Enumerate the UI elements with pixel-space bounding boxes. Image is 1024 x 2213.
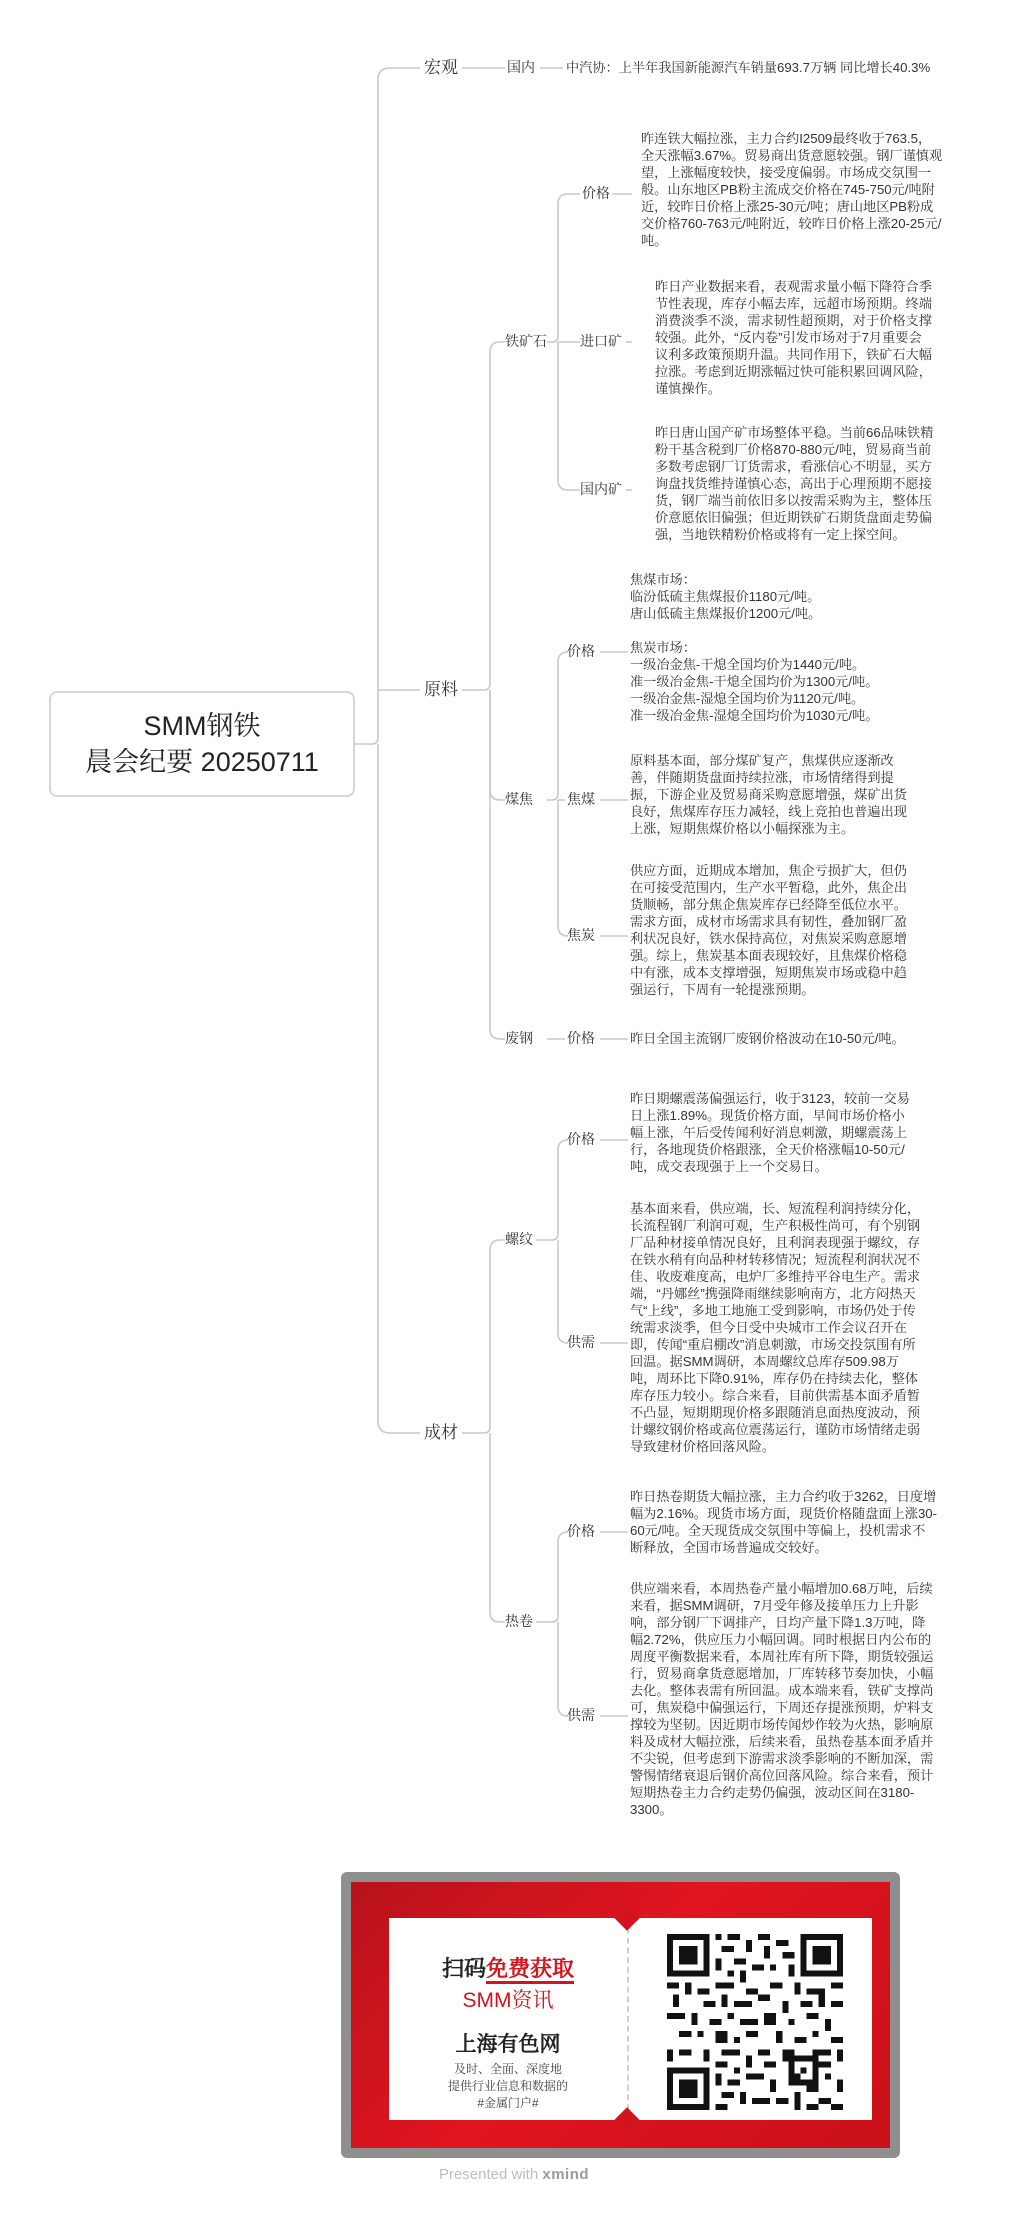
- promo-white-panel: [389, 1918, 872, 2120]
- promo-headline-highlight: 免费获取: [486, 1956, 574, 1984]
- topic-iron-ore-price[interactable]: 价格: [582, 185, 610, 201]
- promo-red-background: [351, 1882, 890, 2148]
- note-imported-ore: 昨日产业数据来看，表观需求量小幅下降符合季 节性表现，库存小幅去库，远超市场预期。终端 消费淡季不淡，需求韧性超预期，对于价格支撑 较强。此外，“反内卷”引发市场对于7月重要会 议利多政策预期升温。共同作用下，铁矿石大幅 拉涨。考虑到近期涨幅过快可能积累回调风险， 谨慎操作。: [655, 279, 932, 396]
- note-hrc-price: 昨日热卷期货大幅拉涨，主力合约收于3262，日度增 幅为2.16%。现货市场方面，现货价格随盘面上涨30- 60元/吨。全天现货成交氛围中等偏上，投机需求不 断释放，全国市场普遍成交较好。: [630, 1489, 938, 1555]
- promo-desc-1: 及时、全面、深度地: [453, 2062, 562, 2076]
- topic-coking-coal[interactable]: 焦煤: [567, 791, 595, 807]
- qr-code-icon[interactable]: [667, 1934, 843, 2110]
- note-coking-coal: 原料基本面，部分煤矿复产，焦煤供应逐渐改 善，伴随期货盘面持续拉涨，市场情绪得到提 振，下游企业及贸易商采购意愿增强，煤矿出货 良好，焦煤库存压力减轻，线上竞拍也普遍出现 上涨，短期焦煤价格以小幅探涨为主。: [630, 753, 907, 836]
- topic-coal-coke[interactable]: 煤焦: [505, 791, 533, 807]
- topic-macro-domestic[interactable]: 国内: [507, 59, 535, 75]
- footer-prefix: Presented with: [438, 2166, 539, 2183]
- topic-hrc-supply-demand[interactable]: 供需: [567, 1707, 595, 1723]
- note-coal-coke-price: 焦煤市场： 临汾低硫主焦煤报价1180元/吨。 唐山低硫主焦煤报价1200元/吨。 焦炭市场： 一级冶金焦-干熄全国均价为1440元/吨。 准一级冶金焦-干熄全国均价为1300元/吨。 一级冶金焦-湿熄全国均价为1120元/吨。 准一级冶金焦-湿熄全国均价为1030元/吨。: [630, 572, 879, 723]
- promo-notch-bottom: [614, 2107, 639, 2132]
- topic-coke[interactable]: 焦炭: [567, 927, 595, 943]
- note-coke: 供应方面，近期成本增加，焦企亏损扩大，但仍 在可接受范围内，生产水平暂稳，此外，焦企出 货顺畅，部分焦企焦炭库存已经降至低位水平。 需求方面，成材市场需求具有韧性，叠加钢厂盈 利状况良好，铁水保持高位，对焦炭采购意愿增 强。综上，焦炭基本面表现较好，且焦煤价格稳 中有涨，成本支撑增强，短期焦炭市场或稳中趋 强运行，下周有一轮提涨预期。: [630, 863, 907, 997]
- promo-desc-2: 提供行业信息和数据的: [447, 2079, 568, 2093]
- topic-hrc-price[interactable]: 价格: [567, 1523, 595, 1539]
- topic-hrc[interactable]: 热卷: [505, 1613, 533, 1629]
- topic-rebar-price[interactable]: 价格: [567, 1131, 595, 1147]
- topic-macro[interactable]: 宏观: [424, 58, 458, 77]
- note-iron-ore-price: 昨连铁大幅拉涨，主力合约I2509最终收于763.5， 全天涨幅3.67%。贸易商出货意愿较强。钢厂谨慎观 望，上涨幅度较快，接受度偏弱。市场成交氛围一 般。山东地区PB粉主流成交价格在745-750元/吨附 近，较昨日价格上涨25-30元/吨；唐山地区PB粉成 交价格760-763元/吨附近，较昨日价格上涨20-25元/ 吨。: [641, 131, 943, 248]
- promo-card: [341, 1872, 900, 2158]
- note-domestic-ore: 昨日唐山国产矿市场整体平稳。当前66品味铁精 粉干基含税到厂价格870-880元/吨，贸易商当前 多数考虑钢厂订货需求，看涨信心不明显，买方 询盘找货维持谨慎心态，高出于心理预期不愿接 货，钢厂端当前依旧多以按需采购为主，整体压 价意愿依旧偏强；但近期铁矿石期货盘面走势偏 强，当地铁精粉价格或将有一定上探空间。: [655, 425, 934, 542]
- promo-headline-prefix: 扫码: [441, 1956, 486, 1981]
- promo-brand: 上海有色网: [455, 2033, 561, 2056]
- topic-domestic-ore[interactable]: 国内矿: [580, 481, 622, 497]
- topic-rebar[interactable]: 螺纹: [505, 1231, 533, 1247]
- promo-notch-top: [614, 1905, 639, 1930]
- promo-dashed-divider: [627, 1918, 629, 2120]
- topic-raw-materials[interactable]: 原料: [424, 680, 458, 699]
- topic-rebar-supply-demand[interactable]: 供需: [567, 1334, 595, 1350]
- promo-headline: [413, 1952, 603, 1983]
- promo-smm-news: SMM资讯: [462, 1989, 554, 2012]
- note-hrc-supply-demand: 供应端来看，本周热卷产量小幅增加0.68万吨，后续 来看，据SMM调研，7月受年修及接单压力上升影 响，部分钢厂下调排产，日均产量下降1.3万吨，降 幅2.72%，供应压力小幅回调。同时根据日内公布的 周度平衡数据来看，本周社库有所下降，期货较强运 行，贸易商拿货意愿增加，厂库转移节奏加快，小幅 去化。整体表需有所回温。成本端来看，铁矿支撑尚 可，焦炭稳中偏强运行，下周还存提涨预期，炉料支 撑较为坚韧。因近期市场传闻炒作较为火热，影响原 料及成材大幅拉涨，后续来看，虽热卷基本面矛盾并 不尖锐，但考虑到下游需求淡季影响的不断加深，需 警惕情绪衰退后钢价高位回落风险。综合来看，预计 短期热卷主力合约走势仍偏强，波动区间在3180- 3300。: [630, 1581, 934, 1817]
- note-rebar-supply-demand: 基本面来看，供应端，长、短流程利润持续分化， 长流程钢厂利润可观，生产积极性尚可，有个别钢 厂品种材接单情况良好，且利润表现强于螺纹，存 在铁水稍有向品种材转移情况；短流程利润状况不 佳、收废难度高，电炉厂多维持平谷电生产。需求 端，“丹娜丝”携强降雨继续影响南方，北方闷热天 气“上线”，多地工地施工受到影响，市场仍处于传 统需求淡季，但今日受中央城市工作会议召开在 即，传闻“重启棚改”消息刺激，市场交投氛围有所 回温。据SMM调研，本周螺纹总库存509.98万 吨，周环比下降0.91%，库存仍在持续去化，整体 库存压力较小。综合来看，目前供需基本面矛盾暂 不凸显，短期期现价格多跟随消息面热度波动，预 计螺纹钢价格或高位震荡运行，谨防市场情绪走弱 导致建材价格回落风险。: [630, 1201, 921, 1454]
- topic-scrap[interactable]: 废钢: [505, 1030, 533, 1046]
- note-macro-domestic: 中汽协：上半年我国新能源汽车销量693.7万辆 同比增长40.3%: [566, 60, 931, 75]
- note-rebar-price: 昨日期螺震荡偏强运行，收于3123，较前一交易 日上涨1.89%。现货价格方面，早间市场价格小 幅上涨，午后受传闻利好消息刺激，期螺震荡上 行，各地现货价格跟涨，全天价格涨幅10-50元/ 吨，成交表现强于上一个交易日。: [630, 1091, 910, 1174]
- xmind-logo: xmind: [542, 2166, 590, 2183]
- note-scrap-price: 昨日全国主流钢厂废钢价格波动在10-50元/吨。: [630, 1031, 905, 1046]
- root-title-line1: SMM钢铁: [143, 711, 261, 741]
- topic-coal-coke-price[interactable]: 价格: [567, 643, 595, 659]
- topic-iron-ore[interactable]: 铁矿石: [505, 333, 547, 349]
- promo-desc-3: #金属门户#: [477, 2096, 539, 2110]
- topic-scrap-price[interactable]: 价格: [567, 1030, 595, 1046]
- topic-finished-steel[interactable]: 成材: [424, 1423, 458, 1442]
- root-title-line2: 晨会纪要 20250711: [85, 747, 319, 777]
- footer-presented-with: [419, 2166, 609, 2183]
- root-topic[interactable]: [49, 691, 355, 797]
- topic-imported-ore[interactable]: 进口矿: [580, 333, 622, 349]
